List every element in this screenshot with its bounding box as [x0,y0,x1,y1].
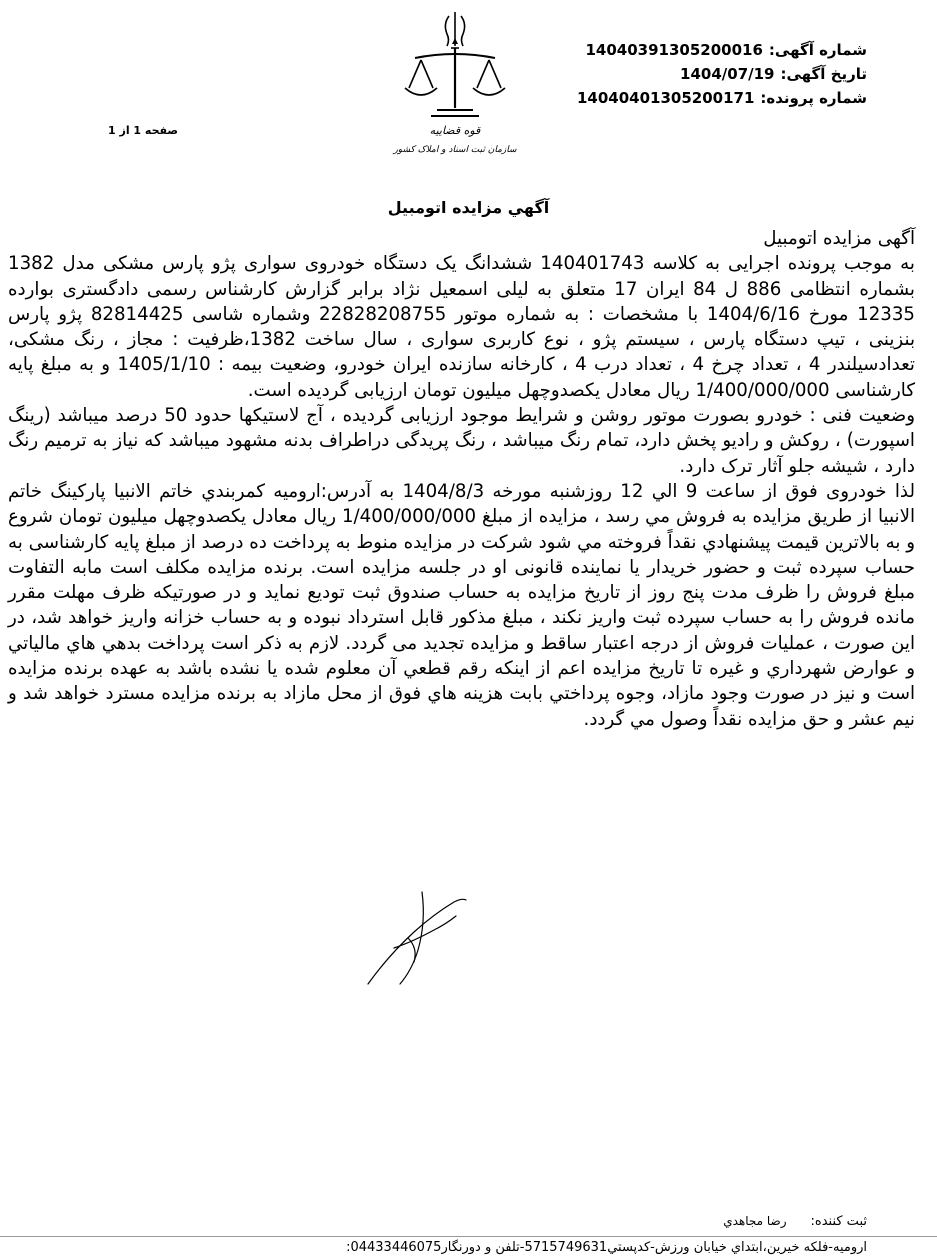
file-number-label: شماره پرونده: [760,89,867,107]
ad-date-row [577,62,867,86]
ad-number-row [577,38,867,62]
file-number-value: 14040401305200171 [576,89,755,107]
body-paragraph-vehicle-details: به موجب پرونده اجرایی به کلاسه 140401743 ششدانگ یک دستگاه خودروی سواری پژو پارس مشکی مدل 1382 بشماره انتظامی 886 ل 84 ایران 17 متعلق به لیلی اسمعیل نژاد برابر گزارش کارشناس رسمی دادگستری بوارده 12335 مورخ 1404/6/16 با مشخصات : به شماره موتور 22828208755 وشماره شاسی 82814425 پژو پارس بنزینی ، تیپ دستگاه پارس ، سیستم پژو ، نوع کاربری سواری ، سال ساخت 1382،ظرفیت : مجاز ، رنگ مشکی، تعدادسیلندر 4 ، تعداد چرخ 4 ، تعداد درب 4 ، کارخانه سازنده ایران خودرو، وضعیت بیمه : 1405/1/10 و به مبلغ پایه کارشناسی 1/400/000/000 ریال معادل یکصدوچهل میلیون تومان ارزیابی گردیده است. [8,253,915,401]
registrar-line [723,1214,867,1229]
emblem-line-1: قوه قضاییه [429,124,481,137]
ad-number-value: 14040391305200016 [585,41,763,59]
page-number: صفحه 1 از 1 [108,124,179,137]
body-heading: آگهی مزایده اتومبیل [763,228,915,249]
body-paragraph-auction-terms: لذا خودروی فوق از ساعت 9 الي 12 روزشنبه مورخه 1404/8/3 به آدرس:اروميه كمربندي خاتم الانبيا پاركينگ خاتم الانبيا از طريق مزايده به فروش مي رسد ، مزايده از مبلغ 1/400/000/000 ريال معادل يكصدوچهل ميليون تومان شروع و به بالاترين قيمت پيشنهادي نقداً فروخته مي شود شركت در مزايده منوط به پرداخت ده درصد از مبلغ پایه کارشناسی به حساب سپرده ثبت و حضور خریدار یا نماینده قانونی او در جلسه مزایده است. برنده مزایده مکلف است مابه التفاوت مبلغ فروش را ظرف مدت پنج روز از تاریخ مزایده به حساب صندوق ثبت تودیع نماید و در صورتیکه ظرف مهلت مقرر مانده فروش را به حساب سپرده ثبت واریز نکند ، مبلغ مذکور قابل استرداد نبوده و به حساب خزانه واریز خواهد شد، در این صورت ، عملیات فروش از درجه اعتبار ساقط و مزایده تجدید می گردد. لازم به ذکر است پرداخت بدهي هاي مالياتي و عوارض شهرداري و غيره تا تاريخ مزايده اعم از اينكه رقم قطعي آن معلوم شده يا نشده باشد به عهده برنده مزايده است و نيز در صورت وجود مازاد، وجوه پرداختي بابت هزينه هاي فوق از محل مازاد به برنده مزايده مسترد خواهد شد و نيم عشر و حق مزايده نقداً وصول مي گردد. [8,480,916,730]
ad-number-label: شماره آگهی: [768,41,867,59]
body-paragraph-technical-condition: وضعیت فنی : خودرو بصورت موتور روشن و شرایط موجود ارزیابی گردیده ، آج لاستیکها حدود 50 درصد میباشد (رینگ اسپورت) ، روکش و رادیو پخش دارد، تمام رنگ میباشد ، رنگ پریدگی دراطراف بدنه مشهود میباشد که نیاز به ترمیم رنگ دارد ، شیشه جلو آثار ترک دارد. [8,405,915,477]
registrar-label: ثبت کننده: [810,1214,867,1229]
document-title: آگهي مزايده اتومبيل [387,198,550,217]
file-number-row [577,86,867,110]
ad-date-label: تاریخ آگهی: [780,65,867,83]
contact-address: اروميه-فلكه خيرين،ابتداي خيابان ورزش-كدپستي5715749631-تلفن و دورنگار04433446075: [346,1240,867,1255]
ad-date-value: 1404/07/19 [680,65,775,83]
handwritten-signature-icon [360,886,480,996]
ad-meta-block [577,38,867,110]
emblem-line-2: سازمان ثبت اسناد و املاک کشور [393,145,517,155]
footer-divider [0,1236,937,1237]
registrar-name: رضا مجاهدي [723,1214,787,1228]
judiciary-scales-emblem-icon [385,8,525,158]
document-body [8,226,915,732]
